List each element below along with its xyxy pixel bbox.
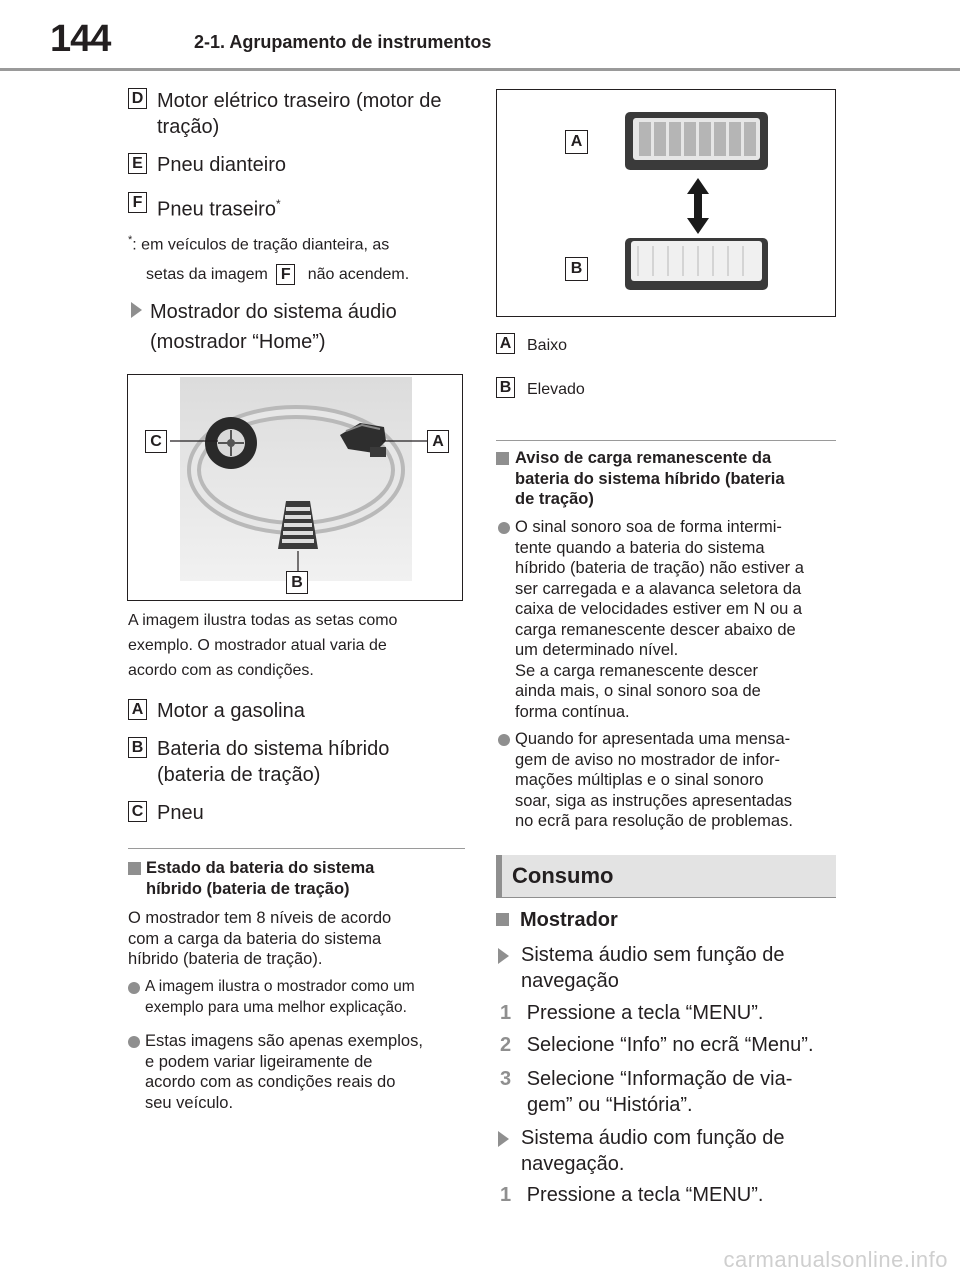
dot-bullet-icon	[128, 1036, 140, 1048]
group2-step1-text: Pressione a tecla “MENU”.	[526, 1184, 764, 1206]
warning-b2-line5: no ecrã para resolução de problemas.	[515, 812, 793, 830]
figure-caption	[128, 608, 397, 683]
step3	[500, 1066, 792, 1092]
battery-level-figure	[496, 89, 836, 317]
item-e	[128, 153, 147, 174]
triangle-icon	[498, 948, 509, 964]
warning-b1-line4: ser carregada e a alavanca seletora da	[515, 579, 802, 598]
item-f	[128, 192, 147, 213]
audio-heading	[150, 297, 397, 357]
item-e-text: Pneu dianteiro	[157, 154, 286, 176]
consumo-title-bar	[496, 855, 836, 898]
badge-f: F	[128, 192, 147, 213]
battery-bullet2-line4: seu veículo.	[145, 1093, 234, 1112]
step1-number: 1	[500, 1002, 512, 1024]
figure-label-b: B	[286, 571, 308, 594]
legend-badge-b: B	[496, 377, 515, 398]
warning-b2-line1: Quando for apresentada uma mensa-	[515, 730, 791, 748]
watermark: carmanualsonline.info	[723, 1247, 948, 1272]
warning-b1-line7: um determinado nível.	[515, 641, 679, 659]
footnote-line2a: setas da imagem	[146, 266, 268, 283]
item-a-text: Motor a gasolina	[157, 700, 305, 722]
audio-heading-line2: (mostrador “Home”)	[150, 331, 326, 353]
triangle-icon	[131, 302, 142, 323]
battery-para-line3: híbrido (bateria de tração).	[128, 950, 323, 968]
figure2-label-b: B	[565, 257, 588, 281]
footnote-mark: *	[128, 234, 133, 246]
figure-label-c: C	[145, 430, 167, 453]
header-divider	[0, 68, 960, 71]
warning-b1-line8: Se a carga remanescente descer	[515, 661, 759, 680]
battery-bullet1	[145, 977, 415, 1018]
badge-d: D	[128, 88, 147, 109]
dot-bullet-icon	[498, 522, 510, 534]
mostrador-heading: Mostrador	[520, 909, 618, 931]
caption-line1: A imagem ilustra todas as setas como	[128, 612, 398, 629]
item-d-line2: tração)	[157, 116, 220, 138]
double-arrow-icon	[687, 178, 709, 234]
figure2-label-a: A	[565, 130, 588, 154]
consumo-accent	[496, 855, 502, 898]
group1-line1: Sistema áudio sem função de	[521, 944, 785, 966]
group1-line2: navegação	[521, 970, 619, 992]
warning-b1-line1: O sinal sonoro soa de forma intermi-	[515, 518, 782, 536]
group2-line1: Sistema áudio com função de	[521, 1127, 785, 1149]
item-d-line1: Motor elétrico traseiro (motor de	[157, 90, 442, 112]
group2-step1	[500, 1182, 763, 1208]
consumo-title: Consumo	[512, 863, 614, 888]
item-d	[128, 88, 147, 109]
warning-b1-line3: híbrido (bateria de tração) não estiver a	[515, 559, 804, 577]
battery-bullet2-line2: e podem variar ligeiramente de	[145, 1052, 373, 1071]
battery-bullet2-line1: Estas imagens são apenas exemplos,	[145, 1032, 423, 1050]
warning-b2-line2: gem de aviso no mostrador de infor-	[515, 750, 781, 769]
group2-step1-number: 1	[500, 1184, 512, 1206]
battery-high-icon	[625, 238, 768, 290]
badge-e: E	[128, 153, 147, 174]
battery-para-line1: O mostrador tem 8 níveis de acordo	[128, 909, 392, 927]
warning-b1-line5: caixa de velocidades estiver em N ou a	[515, 600, 803, 618]
battery-low-icon	[625, 112, 768, 170]
warning-bullet2	[515, 729, 793, 832]
battery-paragraph	[128, 908, 391, 970]
warning-title-line2: bateria do sistema híbrido (bateria	[515, 469, 785, 488]
right-rule	[496, 440, 836, 441]
footnote	[128, 228, 389, 257]
dot-bullet-icon	[128, 982, 140, 994]
home-display-figure	[127, 374, 463, 601]
caption-line2: exemplo. O mostrador atual varia de	[128, 637, 387, 654]
legend-badge-a: A	[496, 333, 515, 354]
warning-b1-line10: forma contínua.	[515, 702, 630, 721]
step2-text: Selecione “Info” no ecrã “Menu”.	[526, 1034, 814, 1056]
left-rule	[128, 848, 465, 849]
figure-label-a: A	[427, 430, 449, 453]
battery-bullet2-line3: acordo com as condições reais do	[145, 1073, 396, 1091]
warning-b2-line4: soar, siga as instruções apresentadas	[515, 791, 792, 810]
battery-title-line2: híbrido (bateria de tração)	[146, 879, 350, 898]
page-number: 144	[50, 18, 111, 60]
warning-b2-line3: mações múltiplas e o sinal sonoro	[515, 771, 764, 789]
dot-bullet-icon	[498, 734, 510, 746]
warning-b1-line9: ainda mais, o sinal sonoro soa de	[515, 682, 761, 700]
step2-number: 2	[500, 1034, 512, 1056]
square-bullet-icon	[496, 452, 509, 465]
caption-line3: acordo com as condições.	[128, 662, 314, 679]
item-b-line1: Bateria do sistema híbrido	[157, 738, 390, 760]
battery-title-line1: Estado da bateria do sistema	[146, 859, 375, 877]
legend-baixo: Baixo	[527, 337, 568, 354]
energy-flow-illustration	[128, 375, 461, 599]
triangle-icon	[498, 1131, 509, 1147]
footnote-line1: : em veículos de tração dianteira, as	[132, 236, 390, 254]
step1-text: Pressione a tecla “MENU”.	[526, 1002, 764, 1024]
badge-c: C	[128, 801, 147, 822]
step1	[500, 1000, 763, 1026]
group2-line2: navegação.	[521, 1153, 625, 1175]
footnote-line2b: não acendem.	[307, 266, 410, 283]
battery-level-illustration	[497, 90, 834, 315]
item-f-text	[157, 191, 281, 223]
item-c-text: Pneu	[157, 802, 204, 824]
step3-number: 3	[500, 1068, 512, 1090]
audio-heading-line1: Mostrador do sistema áudio	[150, 301, 397, 323]
badge-b: B	[128, 737, 147, 758]
warning-title-line3: de tração)	[515, 490, 594, 508]
warning-bullet1	[515, 517, 804, 722]
item-f-label: Pneu traseiro	[157, 198, 276, 221]
step3-line1: Selecione “Informação de via-	[526, 1068, 793, 1090]
item-b-text	[157, 736, 389, 788]
battery-section-title	[146, 858, 374, 899]
group1-heading	[521, 942, 785, 994]
warning-section-title	[515, 448, 785, 510]
section-title: 2-1. Agrupamento de instrumentos	[194, 32, 492, 52]
legend-elevado: Elevado	[527, 381, 585, 398]
square-bullet-icon	[128, 862, 141, 875]
group2-heading	[521, 1125, 785, 1177]
square-bullet-icon	[496, 913, 509, 926]
step2	[500, 1032, 814, 1058]
battery-bullet1-line1: A imagem ilustra o mostrador como um	[145, 978, 415, 995]
step3-line2: gem” ou “História”.	[527, 1094, 693, 1116]
tire-icon	[205, 417, 257, 469]
badge-a: A	[128, 699, 147, 720]
battery-para-line2: com a carga da bateria do sistema	[128, 929, 382, 948]
battery-bullet1-line2: exemplo para uma melhor explicação.	[145, 998, 407, 1016]
item-f-sup: *	[275, 197, 281, 211]
warning-b1-line6: carga remanescente descer abaixo de	[515, 620, 796, 639]
footnote-line2	[146, 262, 409, 287]
battery-bullet2	[145, 1031, 423, 1113]
warning-title-line1: Aviso de carga remanescente da	[515, 449, 772, 467]
item-d-text	[157, 88, 442, 140]
item-b-line2: (bateria de tração)	[157, 764, 321, 786]
warning-b1-line2: tente quando a bateria do sistema	[515, 538, 765, 557]
footnote-badge-f: F	[276, 264, 295, 285]
